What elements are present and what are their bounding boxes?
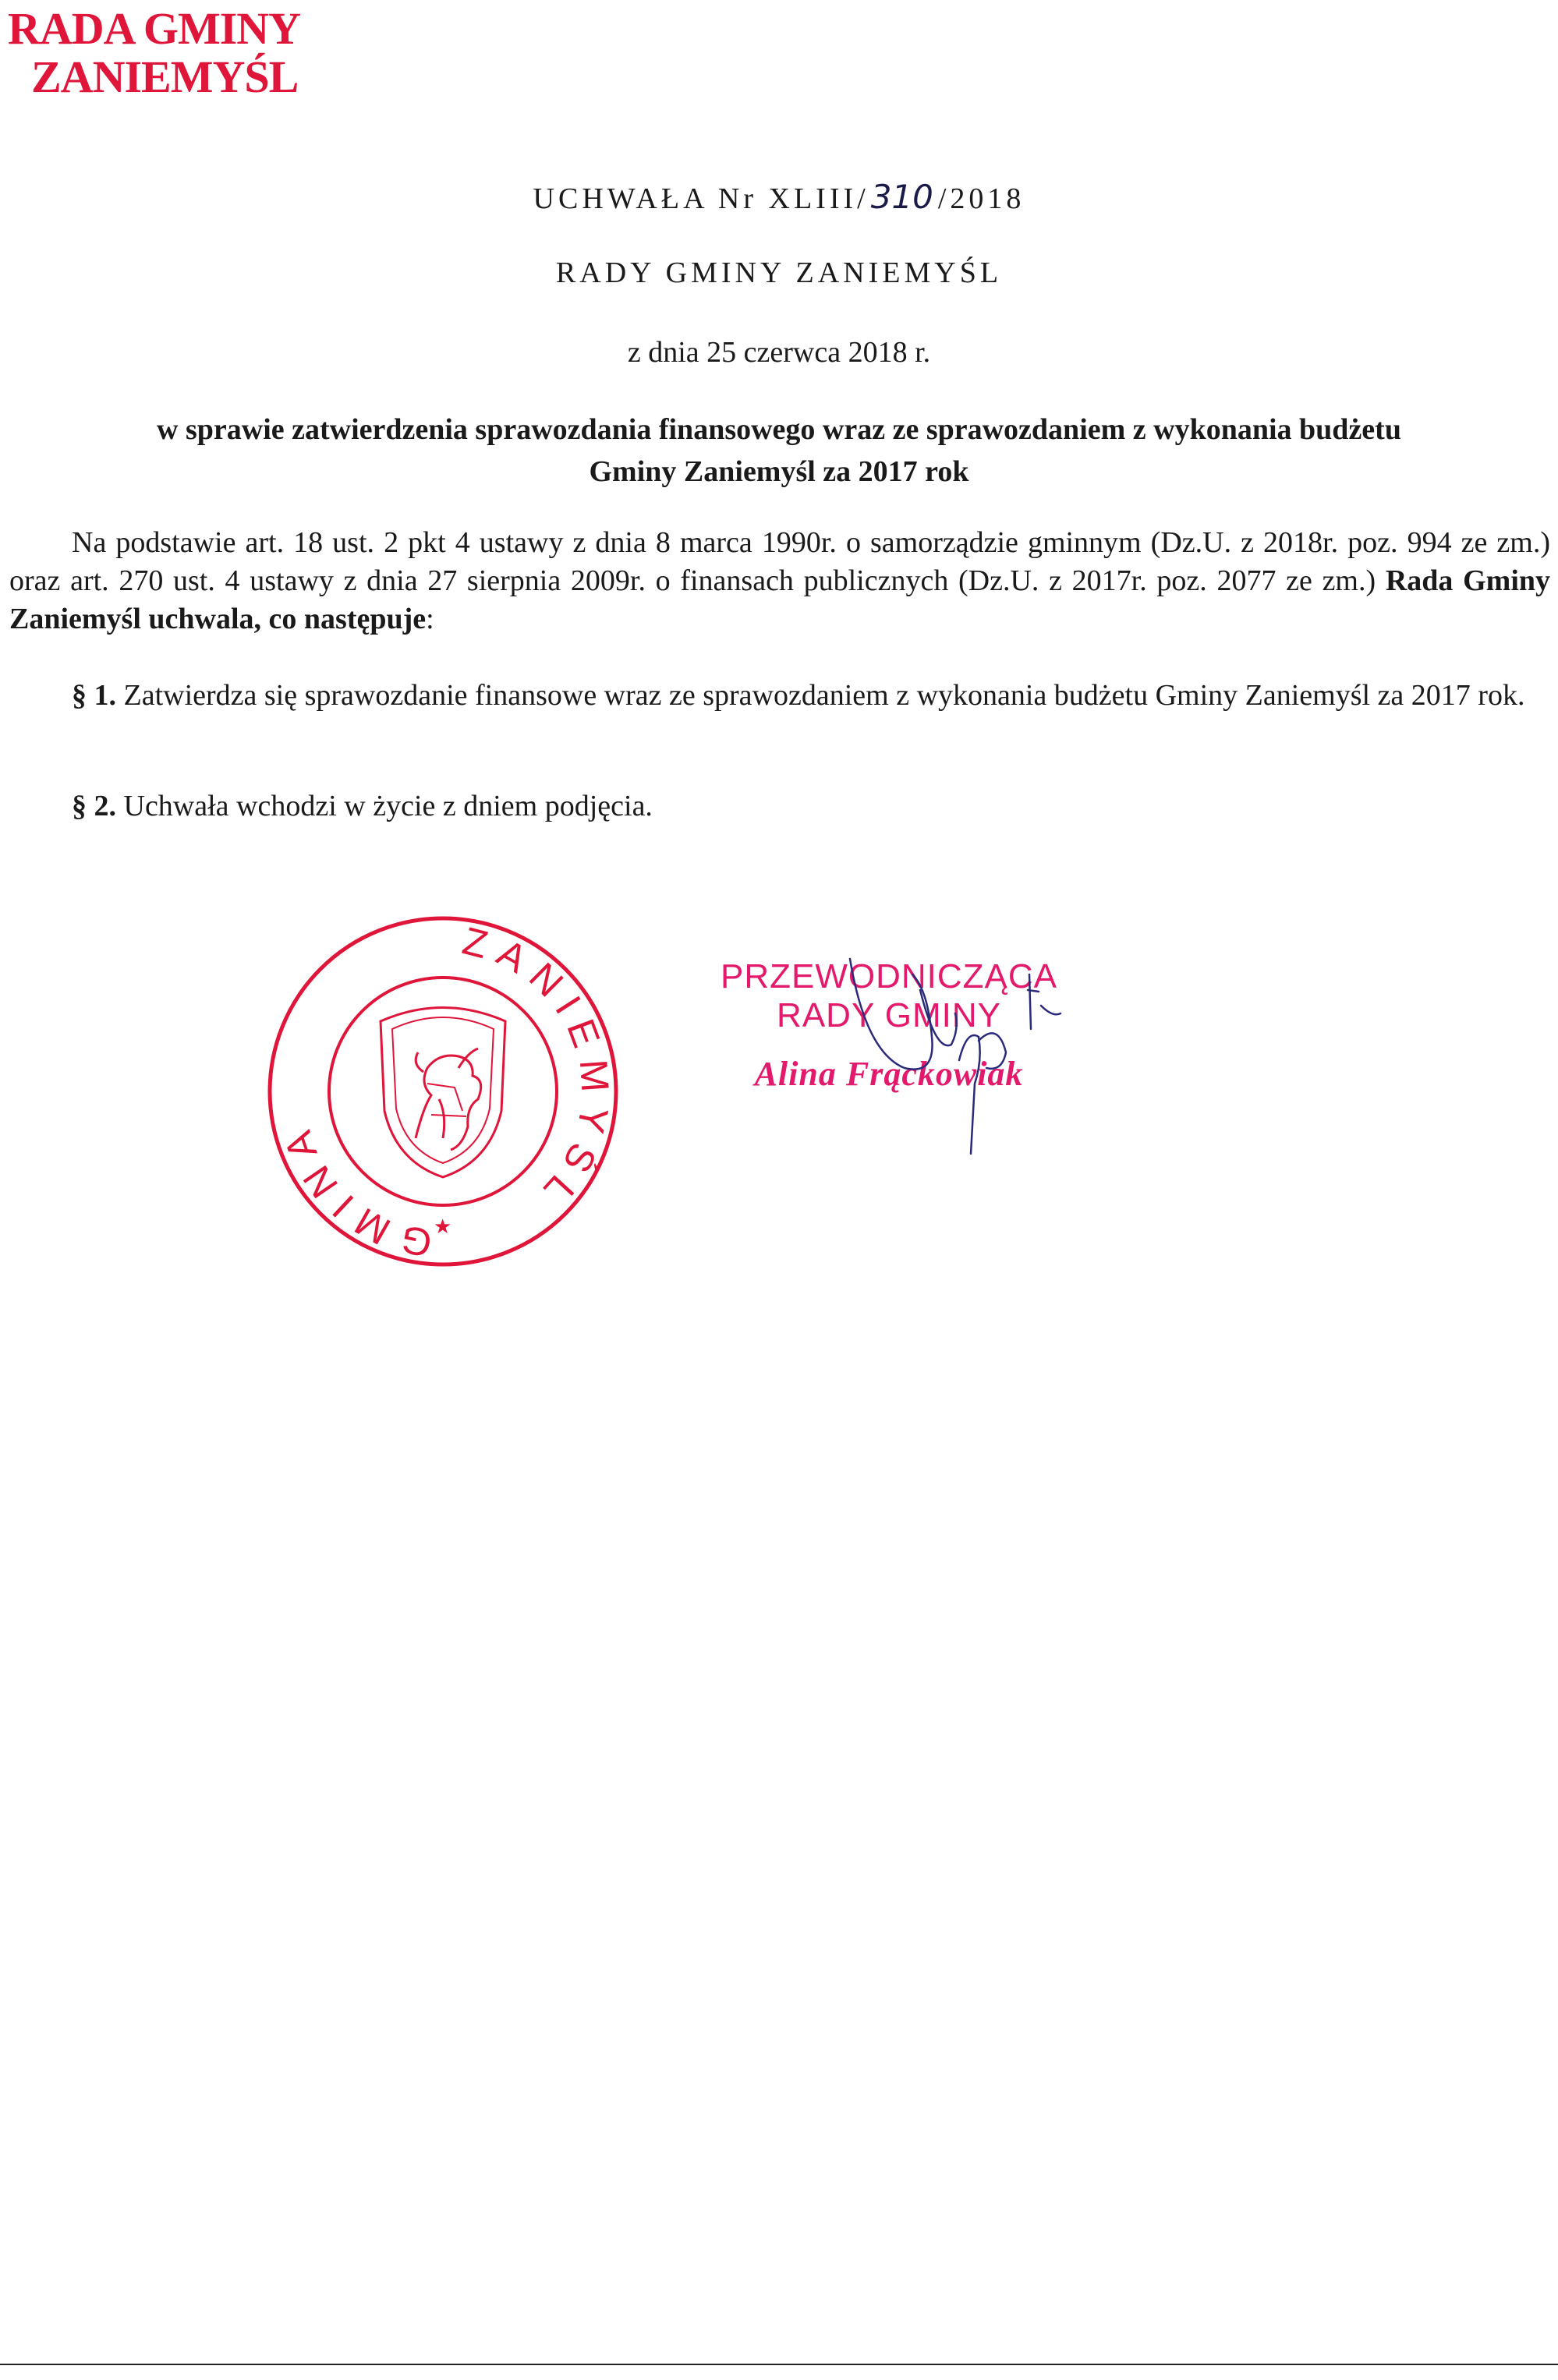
legal-basis-text: Na podstawie art. 18 ust. 2 pkt 4 ustawy z dnia 8 marca 1990r. o samorządzie gminnym (Dz.U. z 2018r. poz. 994 ze zm.) oraz art. 270 ust. 4 ustawy z dnia 27 sierpnia 2009r. o finansach publicznych (Dz.U. z 2017r. poz. 2077 ze zm.) bbox=[9, 526, 1550, 597]
chair-title-line2: RADY GMINY bbox=[777, 996, 1001, 1034]
resolution-number-suffix: /2018 bbox=[937, 182, 1025, 215]
coat-of-arms-icon bbox=[381, 1008, 505, 1178]
seal-inner-ring bbox=[329, 978, 557, 1205]
seal-star-icon: ★ bbox=[434, 1215, 452, 1239]
chair-name: Alina Frąckowiak bbox=[754, 1055, 1024, 1093]
section-1-paragraph bbox=[9, 677, 1550, 715]
section-2-text: Uchwała wchodzi w życie z dniem podjęcia. bbox=[116, 790, 653, 822]
resolution-date: z dnia 25 czerwca 2018 r. bbox=[627, 336, 931, 369]
resolution-issuer: RADY GMINY ZANIEMYŚL bbox=[555, 256, 1003, 289]
seal-text-top: ZANIEMYŚL bbox=[458, 918, 618, 1221]
legal-basis-paragraph bbox=[9, 524, 1550, 638]
seal-text-left: GMINA bbox=[272, 1116, 436, 1266]
resolution-number-handwritten: 310 bbox=[870, 178, 933, 216]
municipal-seal bbox=[264, 912, 622, 1271]
section-2-paragraph bbox=[9, 787, 1550, 826]
section-1-label: § 1. bbox=[72, 679, 116, 712]
handwritten-signature bbox=[819, 943, 1076, 1169]
legal-basis-enacting-clause: Rada Gminy Zaniemyśl uchwala, co następuje bbox=[9, 564, 1551, 635]
subject-line2: Gminy Zaniemyśl za 2017 rok bbox=[589, 455, 969, 488]
council-header-stamp bbox=[8, 5, 351, 101]
section-1-text: Zatwierdza się sprawozdanie finansowe wraz ze sprawozdaniem z wykonania budżetu Gminy Zaniemyśl za 2017 rok. bbox=[116, 679, 1525, 712]
footer-divider bbox=[0, 2364, 1558, 2365]
header-stamp-line2: ZANIEMYŚL bbox=[31, 51, 299, 102]
section-2-label: § 2. bbox=[72, 790, 116, 822]
resolution-subject bbox=[31, 408, 1527, 493]
chair-title-line1: PRZEWODNICZĄCA bbox=[721, 957, 1057, 995]
subject-line1: w sprawie zatwierdzenia sprawozdania finansowego wraz ze sprawozdaniem z wykonania budżetu bbox=[157, 413, 1401, 446]
legal-basis-colon: : bbox=[426, 603, 434, 635]
resolution-number-prefix: UCHWAŁA Nr XLIII/ bbox=[533, 182, 869, 215]
header-stamp-line1: RADA GMINY bbox=[8, 3, 301, 54]
resolution-number bbox=[0, 178, 1558, 216]
